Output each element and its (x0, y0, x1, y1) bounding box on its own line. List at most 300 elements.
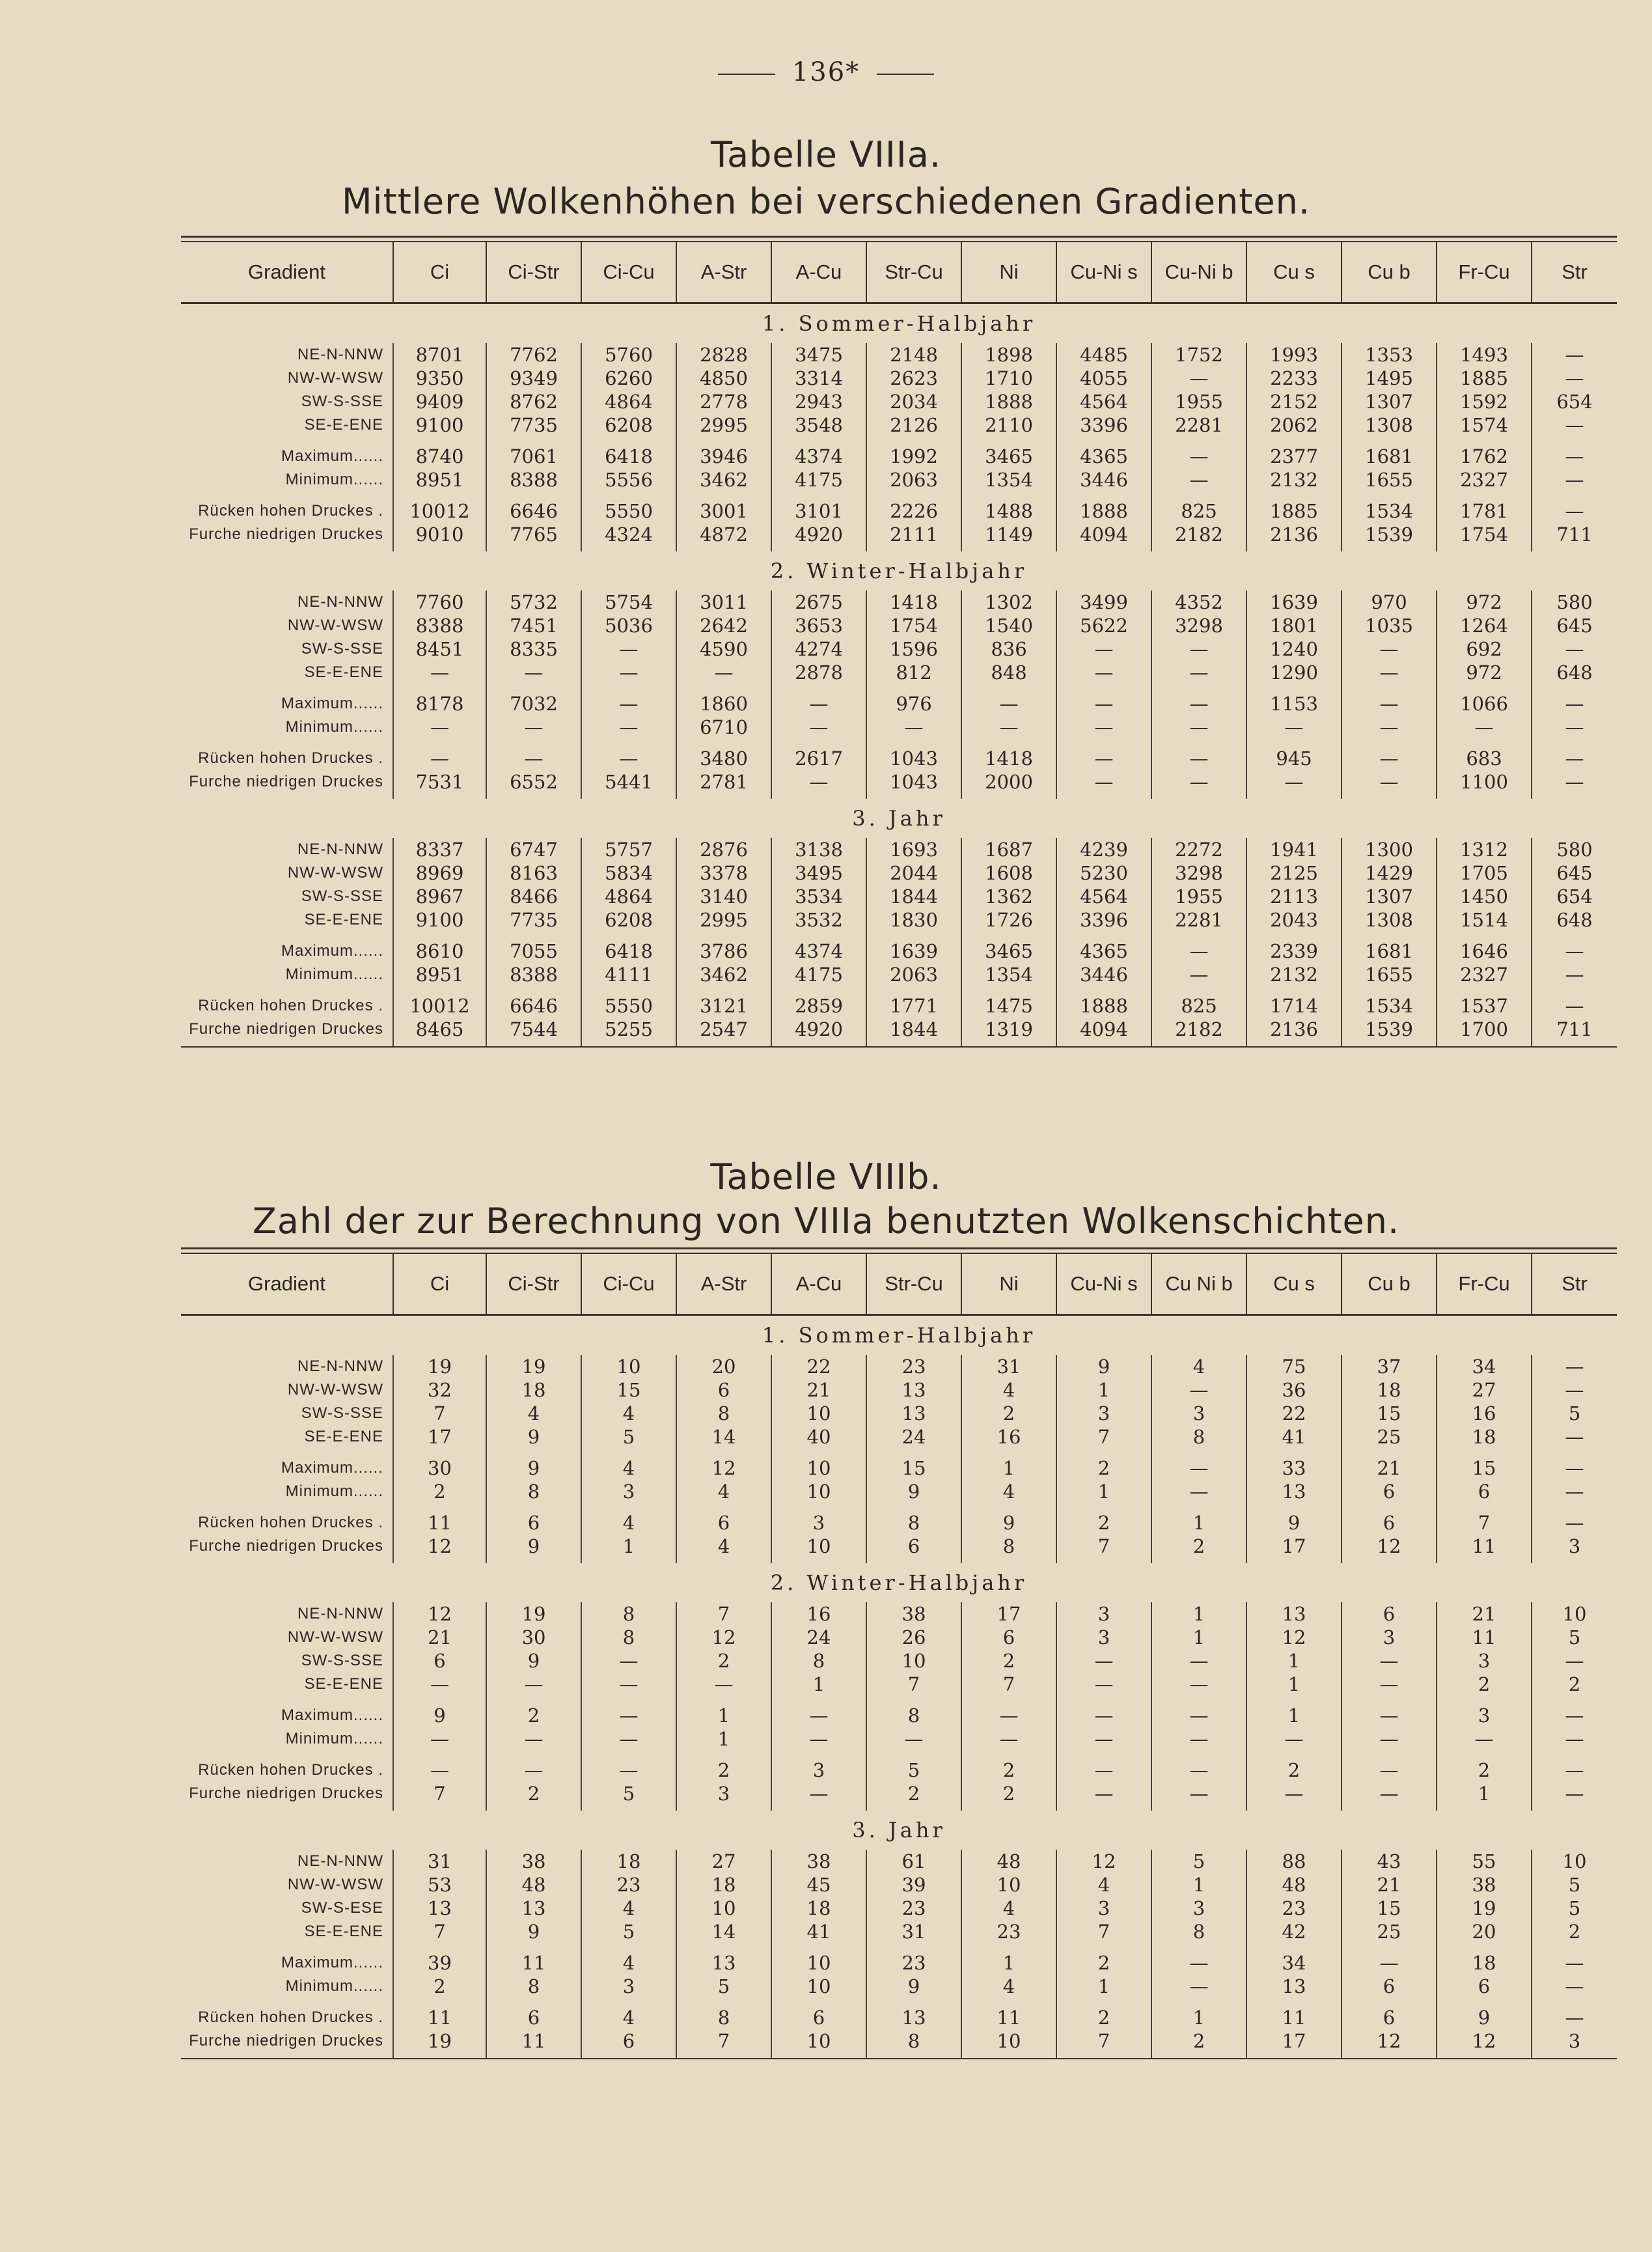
table-cell: 1100 (1437, 770, 1532, 799)
table-cell: 5230 (1056, 861, 1151, 885)
table-cell: — (1151, 939, 1246, 963)
table-cell: 2 (1246, 1759, 1342, 1782)
table-row (181, 1535, 1617, 1563)
group-spacer-cell (1532, 1943, 1617, 1951)
table-cell: 7 (1056, 1920, 1151, 1943)
group-spacer-row (181, 1696, 1617, 1704)
table-cell: 1646 (1437, 939, 1532, 963)
table-cell: 7 (961, 1673, 1056, 1696)
table-cell: 6208 (581, 413, 676, 437)
table-cell: 1264 (1437, 614, 1532, 637)
table-cell: — (1151, 637, 1246, 661)
table-cell: 30 (393, 1456, 486, 1480)
table-cell: 10 (771, 1402, 866, 1425)
group-spacer-cell (486, 492, 581, 499)
table-cell: 24 (866, 1425, 961, 1449)
group-spacer-cell (393, 492, 486, 499)
table-cell: 2 (676, 1649, 771, 1673)
table-cell: — (1342, 747, 1437, 770)
table-cell: — (1056, 1649, 1151, 1673)
table-cell: 14 (676, 1425, 771, 1449)
table-cell: 10 (961, 1873, 1056, 1897)
table-cell: 1418 (961, 747, 1056, 770)
table-cell: 1537 (1437, 994, 1532, 1018)
group-spacer-row (181, 684, 1617, 692)
table-cell: — (1056, 1704, 1151, 1727)
table-cell: 6 (1342, 1511, 1437, 1535)
group-spacer-cell (581, 684, 676, 692)
column-header: Str-Cu (866, 242, 961, 303)
table-cell: 1418 (866, 591, 961, 614)
table-row (181, 885, 1617, 908)
table-cell: 13 (1246, 1602, 1342, 1626)
table-cell: 12 (1246, 1626, 1342, 1649)
table-cell: 17 (393, 1425, 486, 1449)
group-spacer-cell (866, 1503, 961, 1511)
section-heading-row (181, 303, 1617, 344)
table-cell: 1035 (1342, 614, 1437, 637)
table-cell: 1 (1056, 1480, 1151, 1503)
table-cell: 1475 (961, 994, 1056, 1018)
table-cell: — (866, 716, 961, 739)
table-row (181, 1649, 1617, 1673)
table-cell: 3 (1532, 1535, 1617, 1563)
group-spacer-cell (676, 492, 771, 499)
table-cell: 1153 (1246, 692, 1342, 716)
table-cell: 2063 (866, 468, 961, 492)
table-cell: 6 (581, 2029, 676, 2058)
table-cell: 7544 (486, 1018, 581, 1046)
table-cell: 1639 (866, 939, 961, 963)
table-cell: 1801 (1246, 614, 1342, 637)
table-cell: 13 (1246, 1975, 1342, 1998)
table-cell: 21 (1437, 1602, 1532, 1626)
group-spacer-cell (486, 1449, 581, 1456)
row-label: Furche niedrigen Druckes (189, 1020, 383, 1038)
table-cell: — (581, 1759, 676, 1782)
table-cell: 4239 (1056, 838, 1151, 861)
table-cell: 1307 (1342, 390, 1437, 413)
table-cell: 10 (581, 1355, 676, 1378)
table-row (181, 1897, 1617, 1920)
table-row (181, 1975, 1617, 1998)
group-spacer-cell (961, 1503, 1056, 1511)
table-cell: 8466 (486, 885, 581, 908)
page-number-rule-right (877, 74, 934, 75)
table-cell: — (1056, 1727, 1151, 1751)
table-cell: 2111 (866, 523, 961, 551)
table-cell: 31 (961, 1355, 1056, 1378)
table-cell: — (1532, 499, 1617, 523)
table-cell: 976 (866, 692, 961, 716)
table-cell: — (961, 716, 1056, 739)
table-cell: 1302 (961, 591, 1056, 614)
table-cell: 13 (866, 1378, 961, 1402)
group-spacer-cell (1151, 684, 1246, 692)
table-cell: 24 (771, 1626, 866, 1649)
table-cell: — (1151, 661, 1246, 684)
group-spacer-cell (1056, 1998, 1151, 2006)
table-cell: 3499 (1056, 591, 1151, 614)
table-cell: 18 (486, 1378, 581, 1402)
table-cell: 31 (393, 1850, 486, 1873)
table-cell: 1300 (1342, 838, 1437, 861)
row-label: SE-E-ENE (304, 911, 383, 928)
table-cell: 5550 (581, 499, 676, 523)
table-row (181, 413, 1617, 437)
table-cell: 4590 (676, 637, 771, 661)
table-cell: — (1151, 770, 1246, 799)
table-cell: 5 (866, 1759, 961, 1782)
group-spacer-cell (1056, 739, 1151, 747)
table-cell: 6 (771, 2006, 866, 2029)
group-spacer-cell (1056, 1696, 1151, 1704)
table-cell: 4 (961, 1897, 1056, 1920)
table-cell: 10 (961, 2029, 1056, 2058)
table-cell: 2995 (676, 413, 771, 437)
table-cell: — (1342, 637, 1437, 661)
table-cell: — (1151, 716, 1246, 739)
row-label: Rücken hohen Druckes . (198, 502, 383, 520)
table-cell: 8 (961, 1535, 1056, 1563)
table-cell: 6 (1437, 1975, 1532, 1998)
table-cell: 11 (393, 1511, 486, 1535)
table-cell: 2878 (771, 661, 866, 684)
table-cell: 75 (1246, 1355, 1342, 1378)
group-spacer-row (181, 986, 1617, 994)
table-cell: 2113 (1246, 885, 1342, 908)
table-row (181, 637, 1617, 661)
group-spacer-cell (961, 1696, 1056, 1704)
table-cell: 3101 (771, 499, 866, 523)
table-cell: — (1151, 367, 1246, 390)
column-header: Fr-Cu (1437, 1254, 1532, 1315)
table-cell: 9 (866, 1975, 961, 1998)
table-cell: 17 (961, 1602, 1056, 1626)
group-spacer-cell (771, 437, 866, 445)
table-row (181, 963, 1617, 986)
table-cell: — (393, 661, 486, 684)
table-cell: 1993 (1246, 343, 1342, 367)
table-cell: 1308 (1342, 413, 1437, 437)
table-cell: 61 (866, 1850, 961, 1873)
group-spacer-cell (581, 1998, 676, 2006)
table-cell: 1681 (1342, 445, 1437, 468)
table-cell: 1844 (866, 1018, 961, 1046)
table-cell: 42 (1246, 1920, 1342, 1943)
table-cell: — (1532, 1649, 1617, 1673)
section-heading-row (181, 1811, 1617, 1850)
table-cell: 27 (1437, 1378, 1532, 1402)
table-cell: 5 (581, 1782, 676, 1811)
table-cell: 25 (1342, 1920, 1437, 1943)
table-b-bottom-rule (181, 2058, 1617, 2059)
table-cell: 2327 (1437, 468, 1532, 492)
table-cell: 25 (1342, 1425, 1437, 1449)
table-cell: 1726 (961, 908, 1056, 932)
group-spacer-cell (771, 986, 866, 994)
table-cell: — (1056, 1759, 1151, 1782)
table-cell: 1781 (1437, 499, 1532, 523)
table-cell: 6418 (581, 445, 676, 468)
group-spacer-cell (771, 1751, 866, 1759)
group-spacer-cell (581, 1696, 676, 1704)
table-cell: 39 (866, 1873, 961, 1897)
table-row (181, 1018, 1617, 1046)
table-cell: 1687 (961, 838, 1056, 861)
table-cell: 2 (1532, 1673, 1617, 1696)
row-label: SE-E-ENE (304, 1675, 383, 1693)
table-cell: — (581, 637, 676, 661)
table-cell: 6 (393, 1649, 486, 1673)
table-cell: 8178 (393, 692, 486, 716)
table-cell: 3 (1056, 1626, 1151, 1649)
table-cell: 5834 (581, 861, 676, 885)
table-cell: 3446 (1056, 963, 1151, 986)
table-cell: — (1342, 1782, 1437, 1811)
table-cell: — (393, 1727, 486, 1751)
table-cell: 15 (1437, 1456, 1532, 1480)
group-spacer-cell (1246, 492, 1342, 499)
group-spacer-label (181, 1998, 393, 2006)
table-cell: 8610 (393, 939, 486, 963)
group-spacer-cell (486, 684, 581, 692)
table-cell: 4175 (771, 468, 866, 492)
table-cell: 20 (676, 1355, 771, 1378)
table-cell: — (1246, 716, 1342, 739)
table-cell: 8335 (486, 637, 581, 661)
group-spacer-cell (581, 932, 676, 939)
table-cell: 6 (866, 1535, 961, 1563)
table-cell: 1 (1246, 1673, 1342, 1696)
column-header: Cu b (1342, 242, 1437, 303)
table-cell: 4872 (676, 523, 771, 551)
table-cell: 1354 (961, 963, 1056, 986)
group-spacer-cell (393, 1503, 486, 1511)
table-cell: 5036 (581, 614, 676, 637)
row-label: SE-E-ENE (304, 1428, 383, 1445)
table-cell: 4 (676, 1535, 771, 1563)
table-cell: 4365 (1056, 445, 1151, 468)
group-spacer-cell (676, 1696, 771, 1704)
group-spacer-cell (1151, 437, 1246, 445)
table-cell: 12 (1437, 2029, 1532, 2058)
table-cell: — (961, 692, 1056, 716)
table-cell: 683 (1437, 747, 1532, 770)
table-cell: 3465 (961, 445, 1056, 468)
table-cell: 48 (486, 1873, 581, 1897)
table-cell: — (1532, 2006, 1617, 2029)
table-cell: 8 (581, 1602, 676, 1626)
table-cell: — (1151, 1704, 1246, 1727)
group-spacer-row (181, 739, 1617, 747)
group-spacer-cell (1056, 492, 1151, 499)
table-cell: 4485 (1056, 343, 1151, 367)
row-label: SW-S-SSE (301, 1404, 383, 1422)
group-spacer-cell (393, 1751, 486, 1759)
table-cell: — (1151, 1480, 1246, 1503)
row-label: Rücken hohen Druckes . (198, 1761, 383, 1779)
table-row (181, 939, 1617, 963)
table-cell: 1514 (1437, 908, 1532, 932)
table-cell: 7 (393, 1782, 486, 1811)
table-cell: 8951 (393, 963, 486, 986)
row-label: NW-W-WSW (287, 617, 383, 634)
table-row (181, 1704, 1617, 1727)
table-cell: 7735 (486, 908, 581, 932)
table-cell: 36 (1246, 1378, 1342, 1402)
table-cell: 5 (1532, 1626, 1617, 1649)
table-b-grid (181, 1254, 1617, 2058)
table-cell: 7531 (393, 770, 486, 799)
table-cell: 8337 (393, 838, 486, 861)
row-label: NW-W-WSW (287, 369, 383, 387)
table-cell: 711 (1532, 1018, 1617, 1046)
table-cell: — (1342, 1727, 1437, 1751)
table-cell: 2110 (961, 413, 1056, 437)
table-cell: 2182 (1151, 1018, 1246, 1046)
table-cell: 26 (866, 1626, 961, 1649)
table-b-title: Tabelle VIIIb. (710, 1156, 942, 1197)
group-spacer-label (181, 932, 393, 939)
group-spacer-cell (1437, 1943, 1532, 1951)
table-cell: 9 (1437, 2006, 1532, 2029)
table-cell: 5757 (581, 838, 676, 861)
table-cell: — (1532, 1704, 1617, 1727)
table-cell: — (1532, 716, 1617, 739)
table-cell: 48 (1246, 1873, 1342, 1897)
table-cell: 3 (1056, 1602, 1151, 1626)
table-cell: 5754 (581, 591, 676, 614)
table-cell: — (1532, 468, 1617, 492)
column-header: Cu-Ni s (1056, 1254, 1151, 1315)
table-cell: 48 (961, 1850, 1056, 1873)
table-cell: — (393, 1673, 486, 1696)
table-cell: — (1342, 1759, 1437, 1782)
table-cell: — (1056, 661, 1151, 684)
group-spacer-cell (1342, 684, 1437, 692)
table-cell: 1 (1056, 1378, 1151, 1402)
section-heading: 3. Jahr (852, 1818, 946, 1842)
table-row (181, 1759, 1617, 1782)
table-cell: 1312 (1437, 838, 1532, 861)
table-cell: 17 (1246, 1535, 1342, 1563)
group-spacer-cell (866, 437, 961, 445)
table-cell: 15 (866, 1456, 961, 1480)
table-cell: 7 (1056, 1535, 1151, 1563)
table-cell: 14 (676, 1920, 771, 1943)
group-spacer-cell (1342, 1751, 1437, 1759)
page-number (0, 57, 1652, 87)
table-cell: 11 (486, 1951, 581, 1975)
table-cell: 2 (676, 1759, 771, 1782)
table-cell: — (486, 747, 581, 770)
table-cell: 7762 (486, 343, 581, 367)
table-cell: 836 (961, 637, 1056, 661)
table-cell: 8 (486, 1975, 581, 1998)
row-label: SW-S-SSE (301, 1652, 383, 1669)
table-cell: — (486, 716, 581, 739)
table-cell: 12 (1342, 1535, 1437, 1563)
group-spacer-row (181, 1751, 1617, 1759)
table-cell: — (1437, 716, 1532, 739)
table-cell: 3 (581, 1975, 676, 1998)
table-cell: — (1151, 1951, 1246, 1975)
table-cell: 1540 (961, 614, 1056, 637)
table-b-top-rule (181, 1247, 1617, 1249)
table-cell: 6 (486, 1511, 581, 1535)
table-a (181, 236, 1617, 1048)
table-cell: 1888 (1056, 499, 1151, 523)
table-cell: 7 (1056, 2029, 1151, 2058)
table-cell: 3121 (676, 994, 771, 1018)
group-spacer-row (181, 1943, 1617, 1951)
table-cell: — (1532, 1456, 1617, 1480)
table-cell: — (1342, 1704, 1437, 1727)
row-label: Rücken hohen Druckes . (198, 2009, 383, 2026)
table-cell: 2034 (866, 390, 961, 413)
table-cell: 3534 (771, 885, 866, 908)
table-cell: 12 (676, 1626, 771, 1649)
table-cell: 8 (486, 1480, 581, 1503)
group-spacer-label (181, 437, 393, 445)
table-a-bottom-rule (181, 1046, 1617, 1048)
table-cell: 8969 (393, 861, 486, 885)
group-spacer-cell (581, 437, 676, 445)
table-cell: 654 (1532, 885, 1617, 908)
group-spacer-cell (1532, 1449, 1617, 1456)
table-cell: 6646 (486, 994, 581, 1018)
section-heading: 1. Sommer-Halbjahr (762, 1323, 1036, 1348)
group-spacer-cell (1532, 437, 1617, 445)
table-cell: 38 (1437, 1873, 1532, 1897)
table-cell: — (1246, 770, 1342, 799)
table-cell: 22 (771, 1355, 866, 1378)
group-spacer-cell (866, 932, 961, 939)
row-label: Minimum...... (285, 471, 383, 488)
table-cell: 17 (1246, 2029, 1342, 2058)
table-cell: — (771, 1704, 866, 1727)
table-cell: — (676, 661, 771, 684)
table-cell: — (1532, 770, 1617, 799)
table-cell: 7032 (486, 692, 581, 716)
group-spacer-cell (676, 739, 771, 747)
table-cell: — (1532, 994, 1617, 1018)
table-cell: 825 (1151, 499, 1246, 523)
column-header: Ni (961, 1254, 1056, 1315)
table-cell: 2 (486, 1704, 581, 1727)
table-cell: 18 (581, 1850, 676, 1873)
table-cell: 15 (1342, 1897, 1437, 1920)
group-spacer-cell (1437, 492, 1532, 499)
table-cell: 16 (961, 1425, 1056, 1449)
table-cell: 1714 (1246, 994, 1342, 1018)
table-cell: 1 (961, 1456, 1056, 1480)
table-cell: — (771, 716, 866, 739)
row-label: Minimum...... (285, 718, 383, 736)
table-cell: 1830 (866, 908, 961, 932)
group-spacer-cell (1151, 739, 1246, 747)
group-spacer-cell (961, 739, 1056, 747)
group-spacer-cell (1437, 1998, 1532, 2006)
table-cell: 2377 (1246, 445, 1342, 468)
table-cell: 6 (1342, 1602, 1437, 1626)
group-spacer-cell (1246, 684, 1342, 692)
table-cell: 9010 (393, 523, 486, 551)
group-spacer-cell (581, 492, 676, 499)
group-spacer-cell (1056, 932, 1151, 939)
group-spacer-cell (961, 1449, 1056, 1456)
